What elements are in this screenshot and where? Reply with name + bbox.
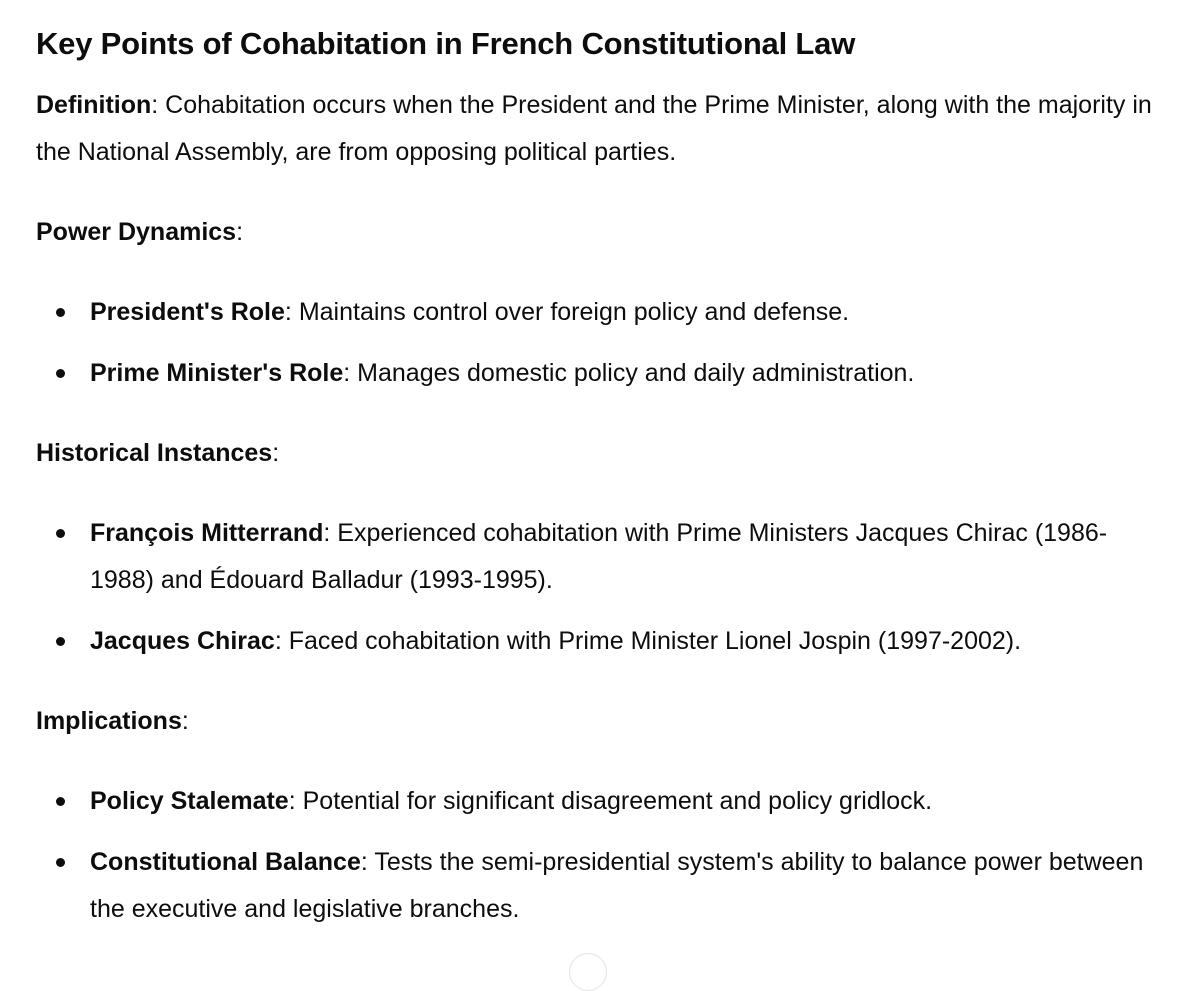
power-dynamics-list [36,289,1166,397]
item-term: Jacques Chirac [90,627,275,655]
bullet-icon [56,308,65,317]
bullet-icon [56,637,65,646]
item-term: President's Role [90,298,285,326]
historical-instances-list [36,510,1166,665]
item-text: Potential for significant disagreement and policy gridlock. [302,787,933,815]
list-item [36,618,1166,665]
page-title: Key Points of Cohabitation in French Constitutional Law [36,26,856,61]
item-term: François Mitterrand [90,519,324,547]
item-term: Constitutional Balance [90,848,361,876]
section-heading-label: Historical Instances [36,439,273,467]
section-heading-implications [36,698,1166,745]
list-item [36,350,1166,397]
section-heading-label: Implications [36,707,182,735]
section-heading-historical-instances [36,430,1166,477]
list-item [36,839,1166,933]
item-separator: : [284,298,299,326]
bullet-icon [56,369,65,378]
item-separator: : [288,787,303,815]
message-content [36,22,1166,933]
heading-colon: : [236,218,244,246]
item-text: Manages domestic policy and daily administration. [357,359,915,387]
list-item [36,289,1166,336]
definition-separator: : [151,91,166,119]
item-separator: : [360,848,375,876]
bullet-icon [56,797,65,806]
bullet-icon [56,529,65,538]
item-term: Prime Minister's Role [90,359,344,387]
item-text: Faced cohabitation with Prime Minister Lionel Jospin (1997-2002). [288,627,1022,655]
item-text: Maintains control over foreign policy and defense. [298,298,850,326]
item-separator: : [274,627,289,655]
implications-list [36,778,1166,933]
item-term: Policy Stalemate [90,787,289,815]
section-heading-power-dynamics [36,209,1166,256]
bullet-icon [56,858,65,867]
item-separator: : [343,359,358,387]
definition-label: Definition [36,91,152,119]
definition-paragraph [36,82,1166,176]
item-text: Tests the semi-presidential system's ability to balance power between the executive and legislative branches. [90,848,1144,923]
scroll-to-bottom-button[interactable] [569,953,607,991]
item-text: Experienced cohabitation with Prime Ministers Jacques Chirac (1986-1988) and Édouard Balladur (1993-1995). [90,519,1108,594]
section-heading-label: Power Dynamics [36,218,237,246]
definition-text: Cohabitation occurs when the President and the Prime Minister, along with the majority in the National Assembly, are from opposing political parties. [36,91,1152,166]
list-item [36,510,1166,604]
list-item [36,778,1166,825]
heading-colon: : [272,439,280,467]
item-separator: : [323,519,338,547]
heading-colon: : [181,707,189,735]
